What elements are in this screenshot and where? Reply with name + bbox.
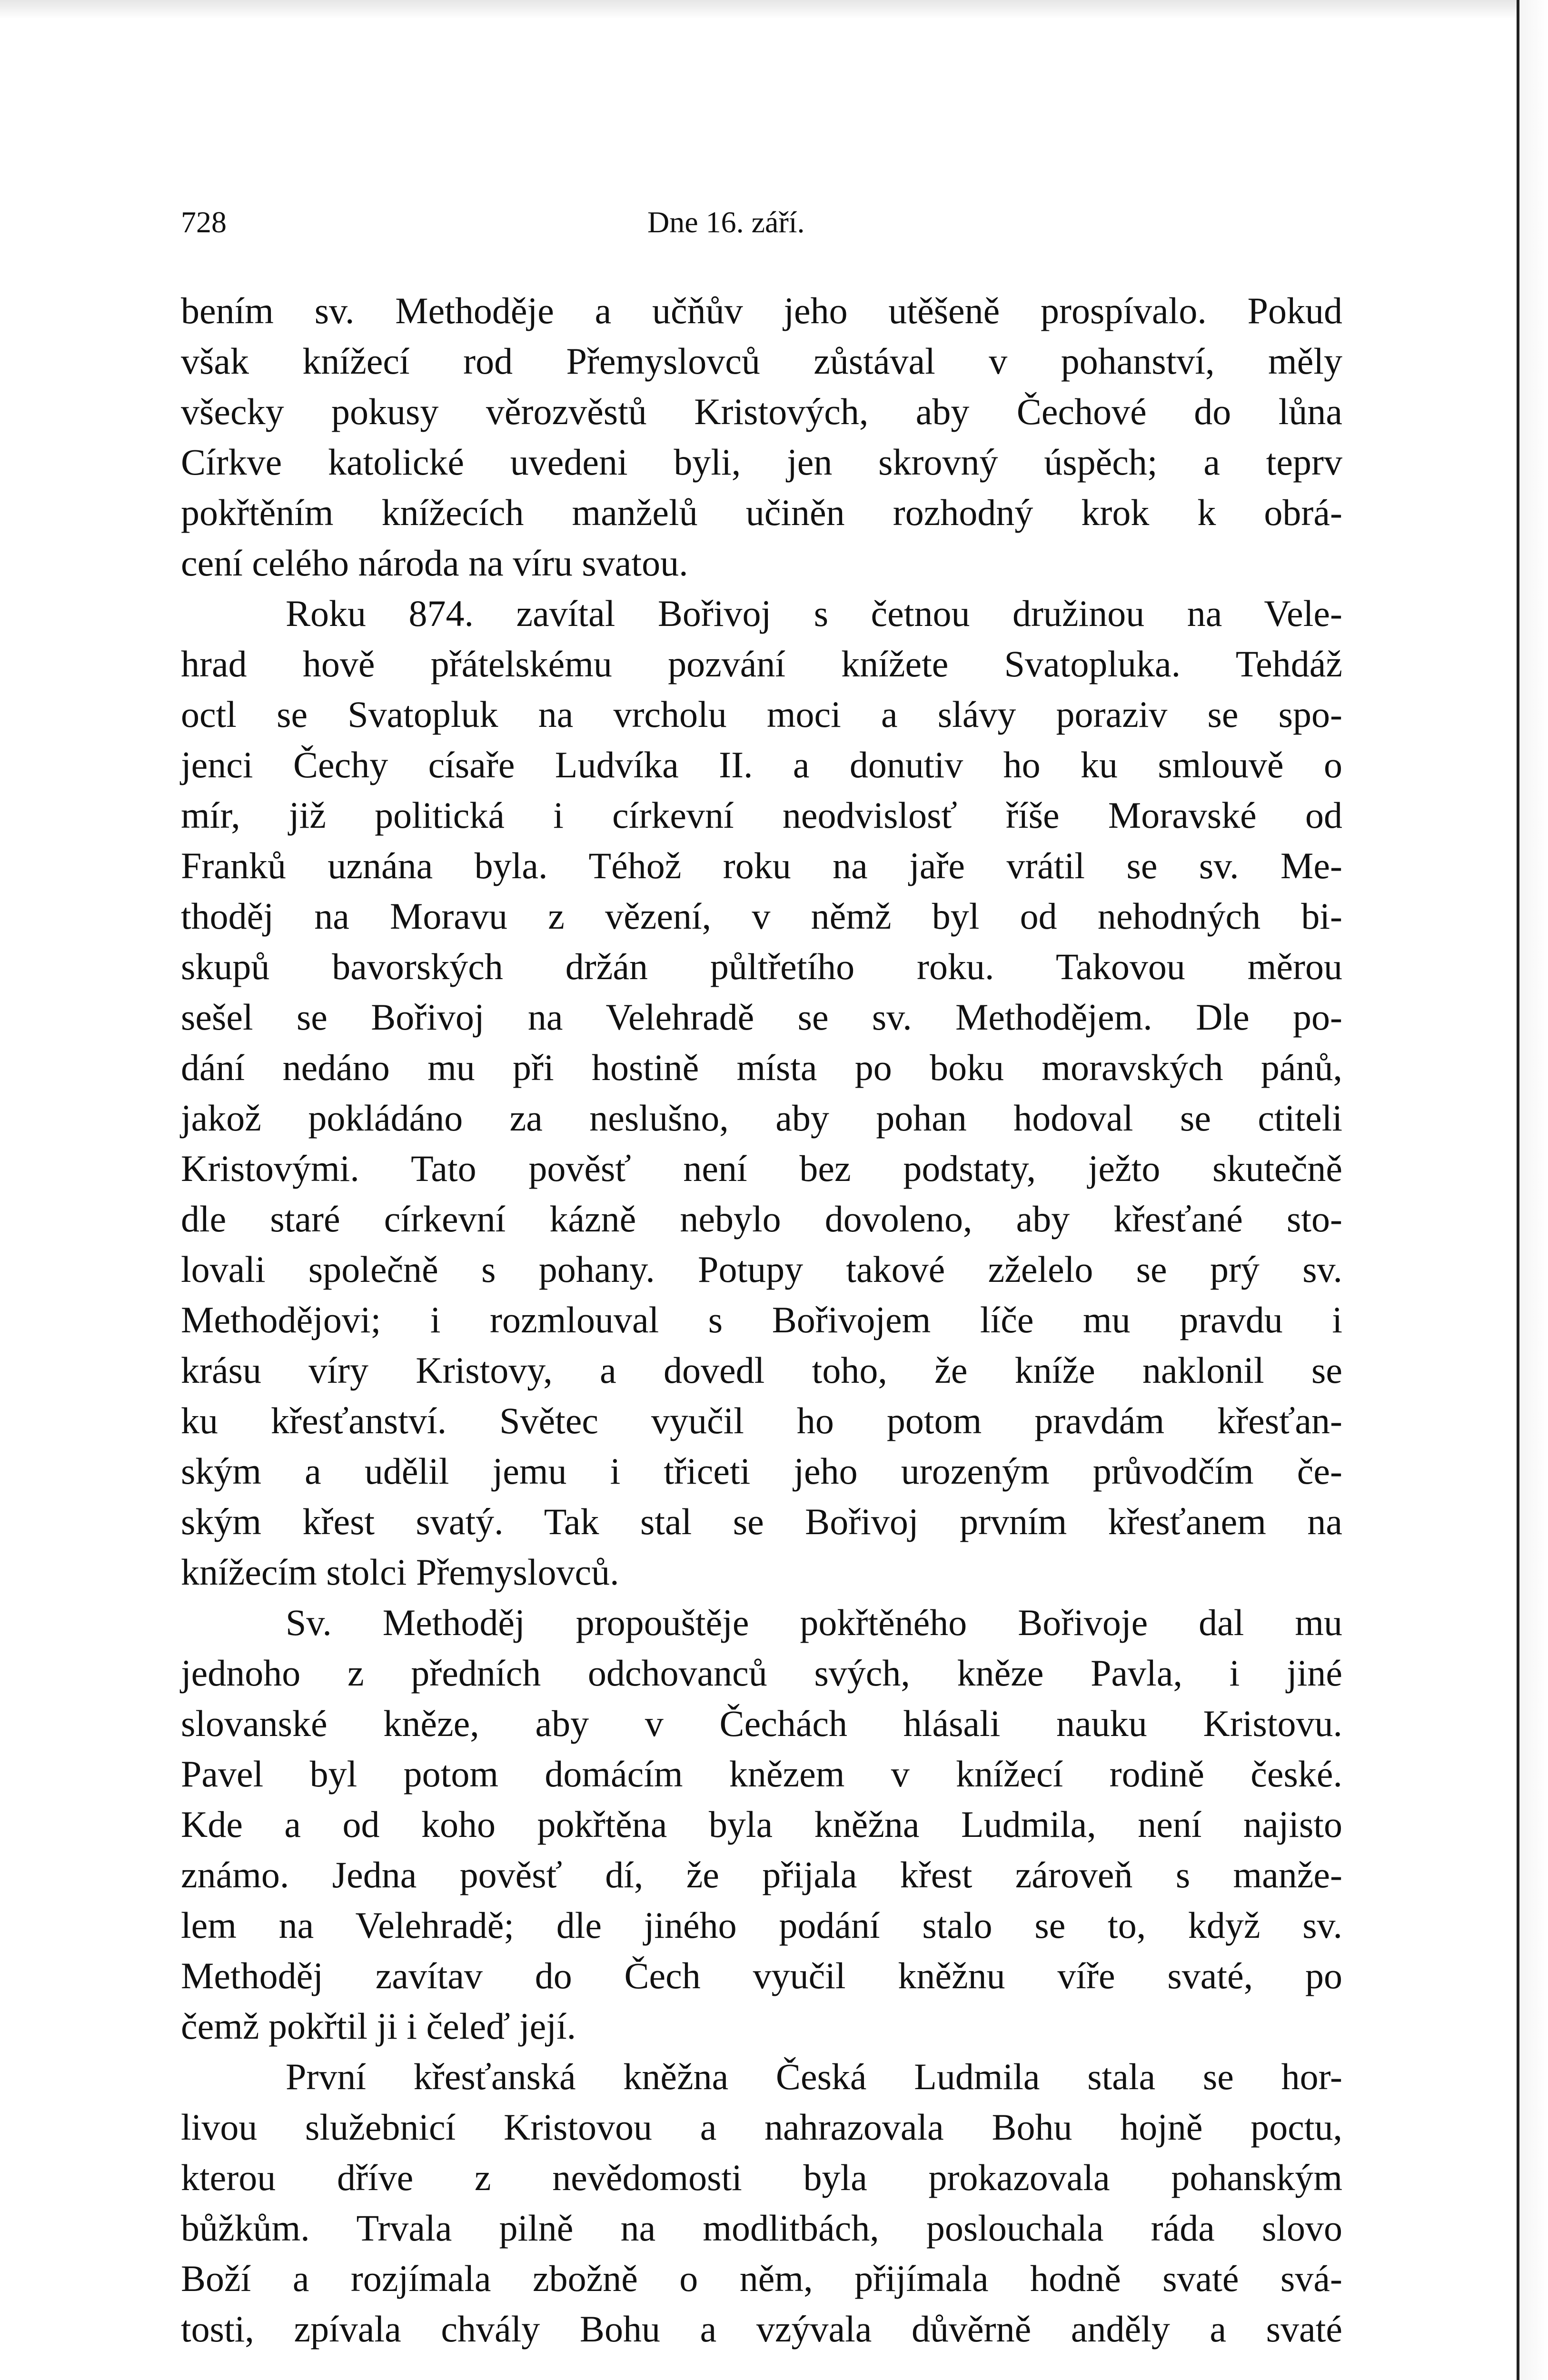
text-line: První křesťanská kněžna Česká Ludmila stala se hor- bbox=[286, 2056, 1342, 2097]
text-line: krásu víry Kristovy, a dovedl toho, že kníže naklonil se bbox=[181, 1349, 1342, 1391]
text-line: kterou dříve z nevědomosti byla prokazovala pohanským bbox=[181, 2157, 1342, 2198]
text-line: čemž pokřtil ji i čeleď její. bbox=[181, 2005, 576, 2047]
text-line: slovanské kněze, aby v Čechách hlásali nauku Kristovu. bbox=[181, 1703, 1342, 1744]
text-line: octl se Svatopluk na vrcholu moci a slávy poraziv se spo- bbox=[181, 694, 1342, 735]
text-line: dání nedáno mu při hostině místa po boku moravských pánů, bbox=[181, 1047, 1342, 1088]
text-line: bůžkům. Trvala pilně na modlitbách, poslouchala ráda slovo bbox=[181, 2207, 1342, 2249]
text-line: Kde a od koho pokřtěna byla kněžna Ludmila, není najisto bbox=[181, 1804, 1342, 1845]
text-line: pokřtěním knížecích manželů učiněn rozhodný krok k obrá- bbox=[181, 492, 1342, 533]
text-line: sešel se Bořivoj na Velehradě se sv. Methodějem. Dle po- bbox=[181, 996, 1342, 1038]
text-line: hrad hově přátelskému pozvání knížete Svatopluka. Tehdáž bbox=[181, 643, 1342, 684]
text-line: bením sv. Methoděje a učňův jeho utěšeně prospívalo. Pokud bbox=[181, 290, 1342, 331]
text-line: thoděj na Moravu z vězení, v němž byl od nehodných bi- bbox=[181, 895, 1342, 937]
text-line: Sv. Methoděj propouštěje pokřtěného Bořivoje dal mu bbox=[286, 1602, 1342, 1643]
text-line: jakož pokládáno za neslušno, aby pohan hodoval se ctiteli bbox=[181, 1097, 1342, 1139]
text-line: tosti, zpívala chvály Bohu a vzývala důvěrně anděly a svaté bbox=[181, 2308, 1342, 2350]
body-text bbox=[181, 286, 1342, 2354]
text-line: jednoho z předních odchovanců svých, kněze Pavla, i jiné bbox=[181, 1652, 1342, 1694]
text-line: Franků uznána byla. Téhož roku na jaře vrátil se sv. Me- bbox=[181, 845, 1342, 886]
text-line: Boží a rozjímala zbožně o něm, přijímala hodně svaté svá- bbox=[181, 2258, 1342, 2299]
text-line: jenci Čechy císaře Ludvíka II. a donutiv ho ku smlouvě o bbox=[181, 744, 1342, 785]
text-line: však knížecí rod Přemyslovců zůstával v pohanství, měly bbox=[181, 340, 1342, 382]
text-line: Pavel byl potom domácím knězem v knížecí rodině české. bbox=[181, 1753, 1342, 1795]
text-line: Methodějovi; i rozmlouval s Bořivojem líče mu pravdu i bbox=[181, 1299, 1342, 1340]
page-header bbox=[181, 205, 1333, 252]
page-number: 728 bbox=[181, 205, 227, 239]
text-line: skupů bavorských držán půltřetího roku. Takovou měrou bbox=[181, 946, 1342, 987]
text-line: známo. Jedna pověsť dí, že přijala křest zároveň s manže- bbox=[181, 1854, 1342, 1895]
text-line: dle staré církevní kázně nebylo dovoleno, aby křesťané sto- bbox=[181, 1198, 1342, 1240]
text-line: mír, již politická i církevní neodvislosť říše Moravské od bbox=[181, 794, 1342, 836]
text-line: Církve katolické uvedeni byli, jen skrovný úspěch; a teprv bbox=[181, 441, 1342, 483]
text-line: Roku 874. zavítal Bořivoj s četnou družinou na Vele- bbox=[286, 593, 1342, 634]
text-line: Kristovými. Tato pověsť není bez podstaty, ježto skutečně bbox=[181, 1148, 1342, 1189]
text-line: ským a udělil jemu i třiceti jeho urozeným průvodčím če- bbox=[181, 1450, 1342, 1492]
page-top-edge bbox=[0, 0, 1548, 19]
text-line: lovali společně s pohany. Potupy takové zželelo se prý sv. bbox=[181, 1249, 1342, 1290]
running-title: Dne 16. září. bbox=[647, 205, 805, 239]
text-line: Methoděj zavítav do Čech vyučil kněžnu víře svaté, po bbox=[181, 1955, 1342, 1996]
text-line: livou služebnicí Kristovou a nahrazovala Bohu hojně poctu, bbox=[181, 2106, 1342, 2148]
text-line: knížecím stolci Přemyslovců. bbox=[181, 1551, 619, 1593]
text-line: cení celého národa na víru svatou. bbox=[181, 542, 688, 584]
text-line: lem na Velehradě; dle jiného podání stalo se to, když sv. bbox=[181, 1904, 1342, 1946]
text-line: ským křest svatý. Tak stal se Bořivoj prvním křesťanem na bbox=[181, 1501, 1342, 1542]
page-right-edge bbox=[1517, 0, 1548, 2380]
text-line: všecky pokusy věrozvěstů Kristových, aby Čechové do lůna bbox=[181, 391, 1342, 432]
text-line: ku křesťanství. Světec vyučil ho potom pravdám křesťan- bbox=[181, 1400, 1342, 1441]
